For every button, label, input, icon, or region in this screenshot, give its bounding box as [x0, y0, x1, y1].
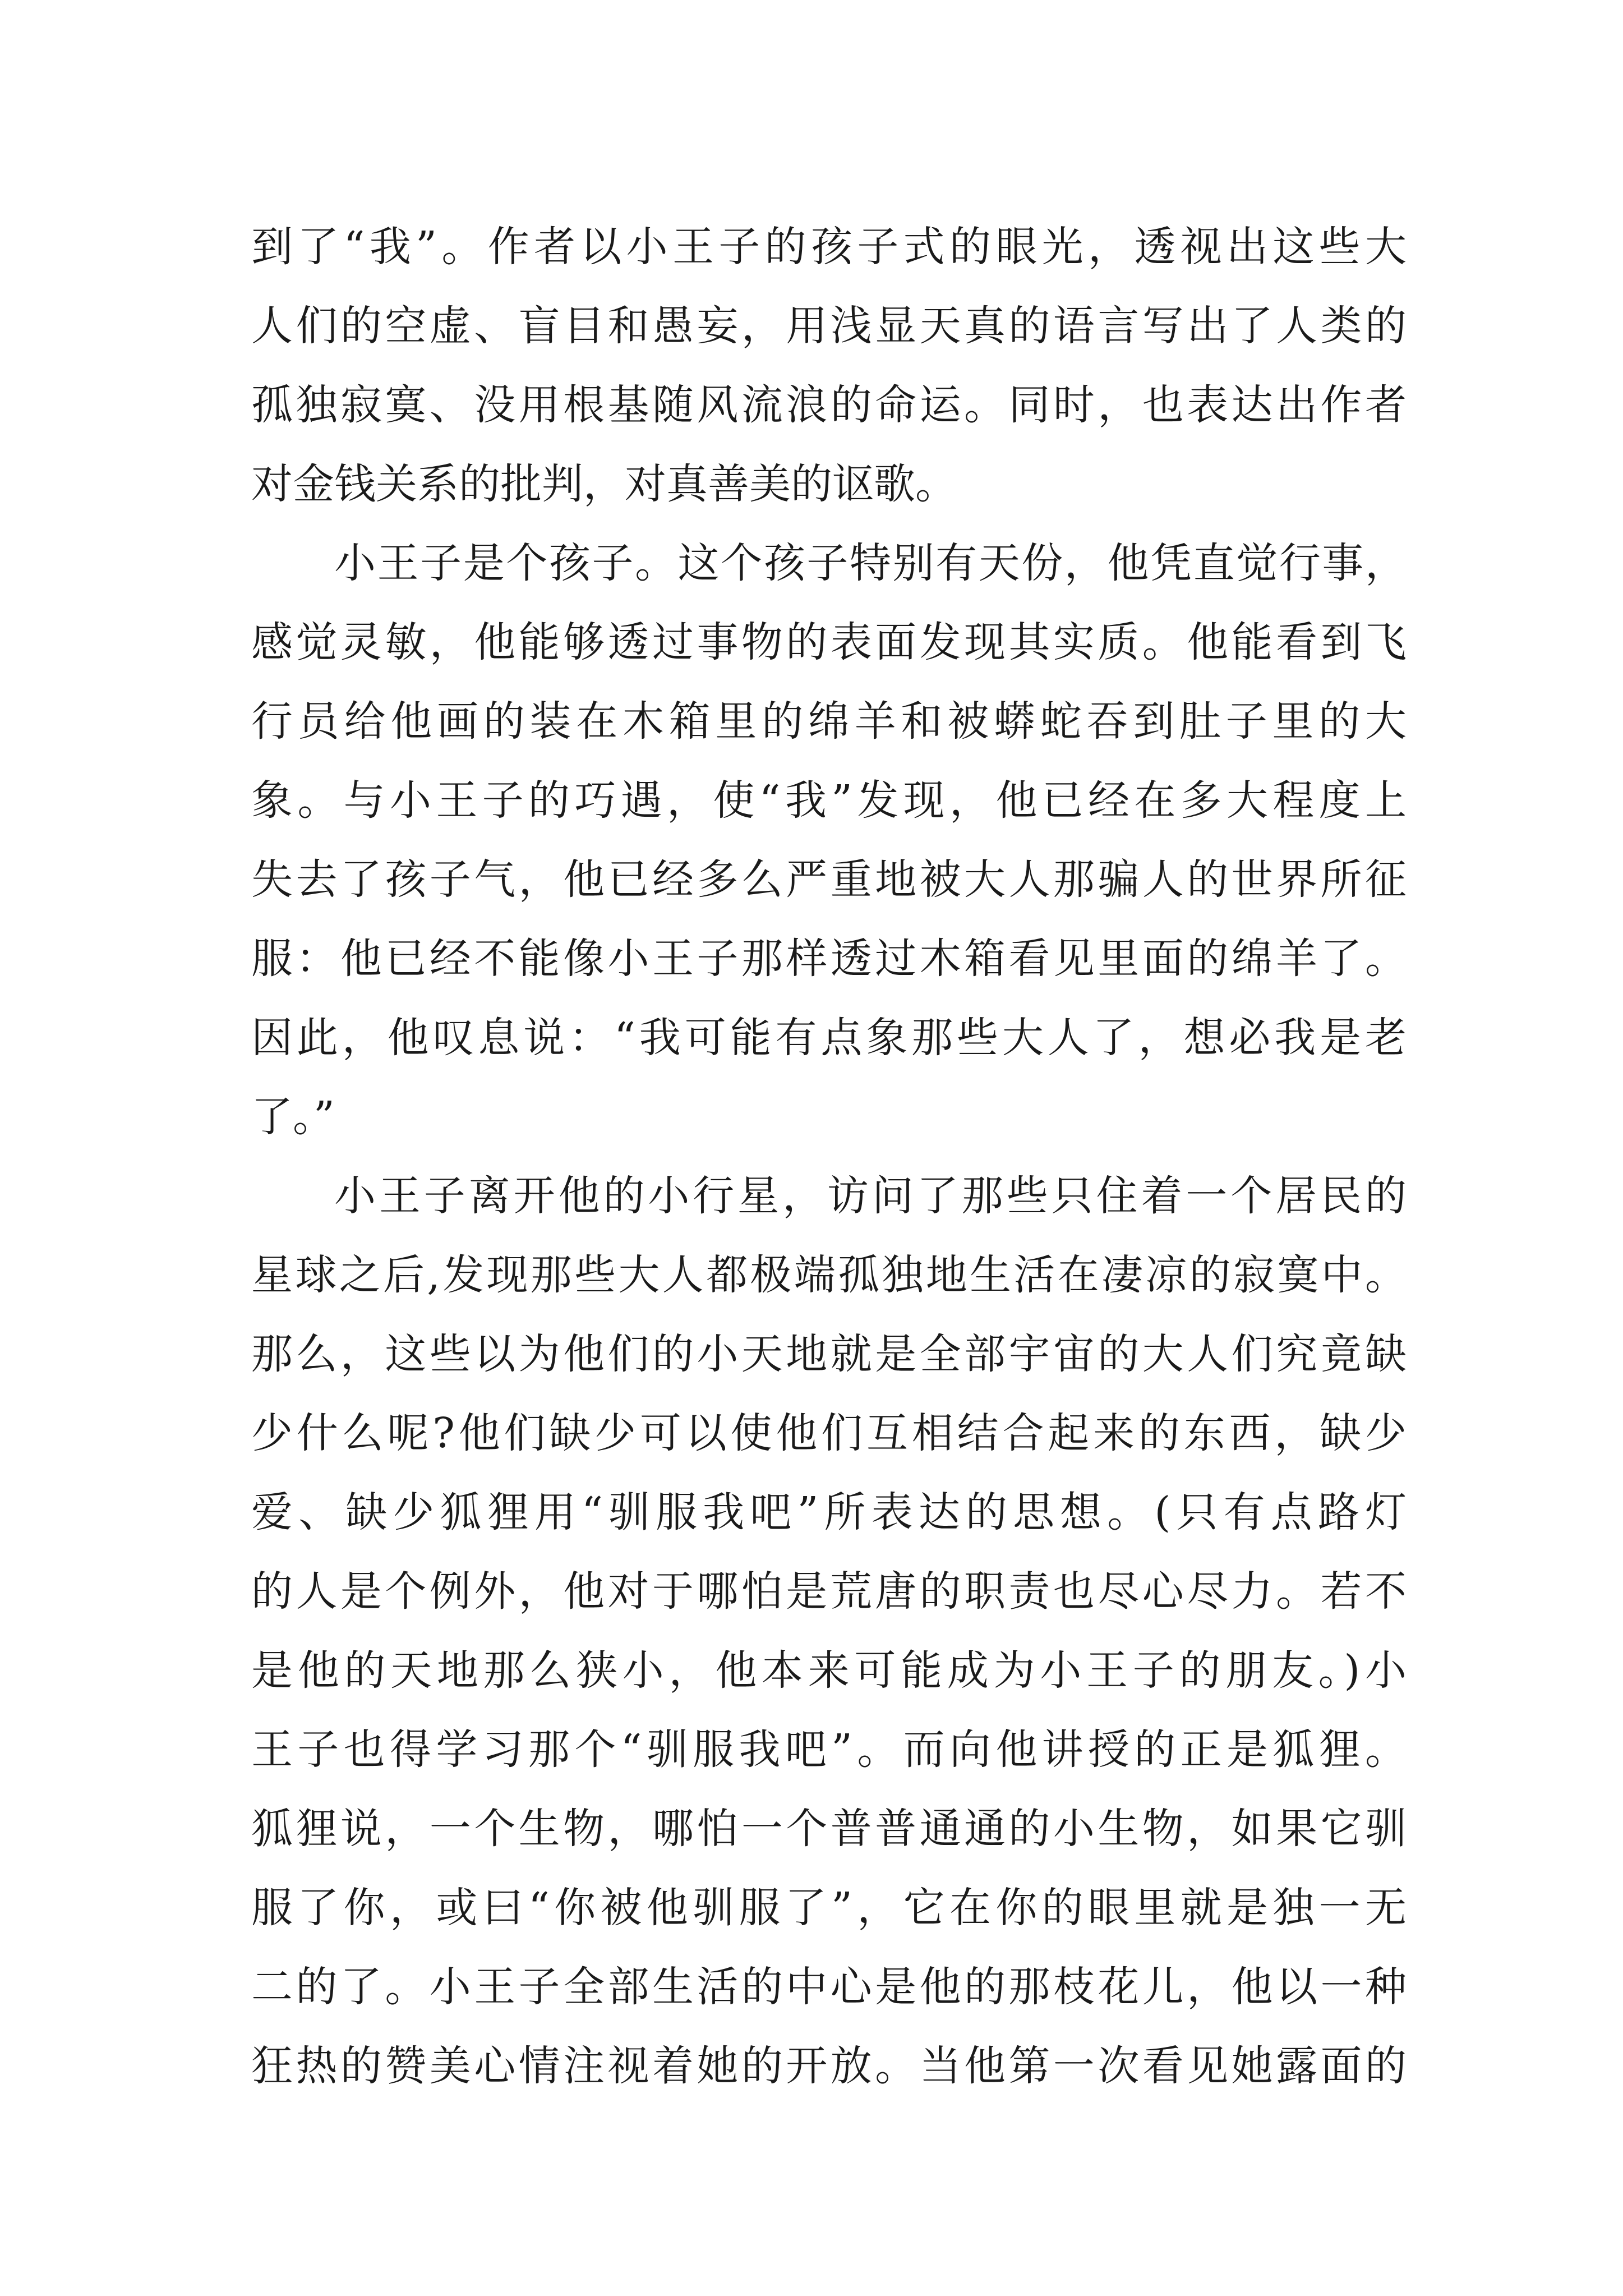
text-line: 象。与小王子的巧遇，使“我”发现，他已经在多大程度上 [251, 776, 1407, 825]
text-line: 狐狸说，一个生物，哪怕一个普普通通的小生物，如果它驯 [251, 1805, 1407, 1853]
text-line: 是他的天地那么狭小，他本来可能成为小王子的朋友。)小 [251, 1646, 1407, 1695]
paragraph-first-line: 小王子是个孩子。这个孩子特别有天份，他凭直觉行事， [334, 539, 1407, 587]
text-line: 孤独寂寞、没用根基随风流浪的命运。同时，也表达出作者 [251, 381, 1407, 429]
text-line: 星球之后,发现那些大人都极端孤独地生活在凄凉的寂寞中。 [251, 1251, 1407, 1299]
text-line: 二的了。小王子全部生活的中心是他的那枝花儿，他以一种 [251, 1963, 1407, 2011]
text-line: 狂热的赞美心情注视着她的开放。当他第一次看见她露面的 [251, 2042, 1407, 2090]
text-line: 失去了孩子气，他已经多么严重地被大人那骗人的世界所征 [251, 855, 1407, 904]
text-line: 到了“我”。作者以小王子的孩子式的眼光，透视出这些大 [251, 223, 1407, 271]
text-line: 对金钱关系的批判，对真善美的讴歌。 [251, 460, 957, 508]
text-line: 服：他已经不能像小王子那样透过木箱看见里面的绵羊了。 [251, 935, 1407, 983]
text-line: 行员给他画的装在木箱里的绵羊和被蟒蛇吞到肚子里的大 [251, 697, 1407, 746]
text-line: 的人是个例外，他对于哪怕是荒唐的职责也尽心尽力。若不 [251, 1567, 1407, 1616]
text-line: 了。” [251, 1093, 335, 1141]
text-line: 服了你，或曰“你被他驯服了”，它在你的眼里就是独一无 [251, 1884, 1407, 1932]
text-line: 爱、缺少狐狸用“驯服我吧”所表达的思想。(只有点路灯 [251, 1488, 1407, 1536]
text-line: 感觉灵敏，他能够透过事物的表面发现其实质。他能看到飞 [251, 618, 1407, 666]
text-line: 少什么呢?他们缺少可以使他们互相结合起来的东西，缺少 [251, 1409, 1407, 1457]
text-line: 王子也得学习那个“驯服我吧”。而向他讲授的正是狐狸。 [251, 1726, 1407, 1774]
text-line: 因此，他叹息说：“我可能有点象那些大人了，想必我是老 [251, 1014, 1407, 1062]
text-line: 人们的空虚、盲目和愚妄，用浅显天真的语言写出了人类的 [251, 302, 1407, 350]
body-text [251, 208, 1407, 2106]
paragraph-first-line: 小王子离开他的小行星，访问了那些只住着一个居民的 [334, 1172, 1407, 1220]
text-line: 那么，这些以为他们的小天地就是全部宇宙的大人们究竟缺 [251, 1330, 1407, 1378]
